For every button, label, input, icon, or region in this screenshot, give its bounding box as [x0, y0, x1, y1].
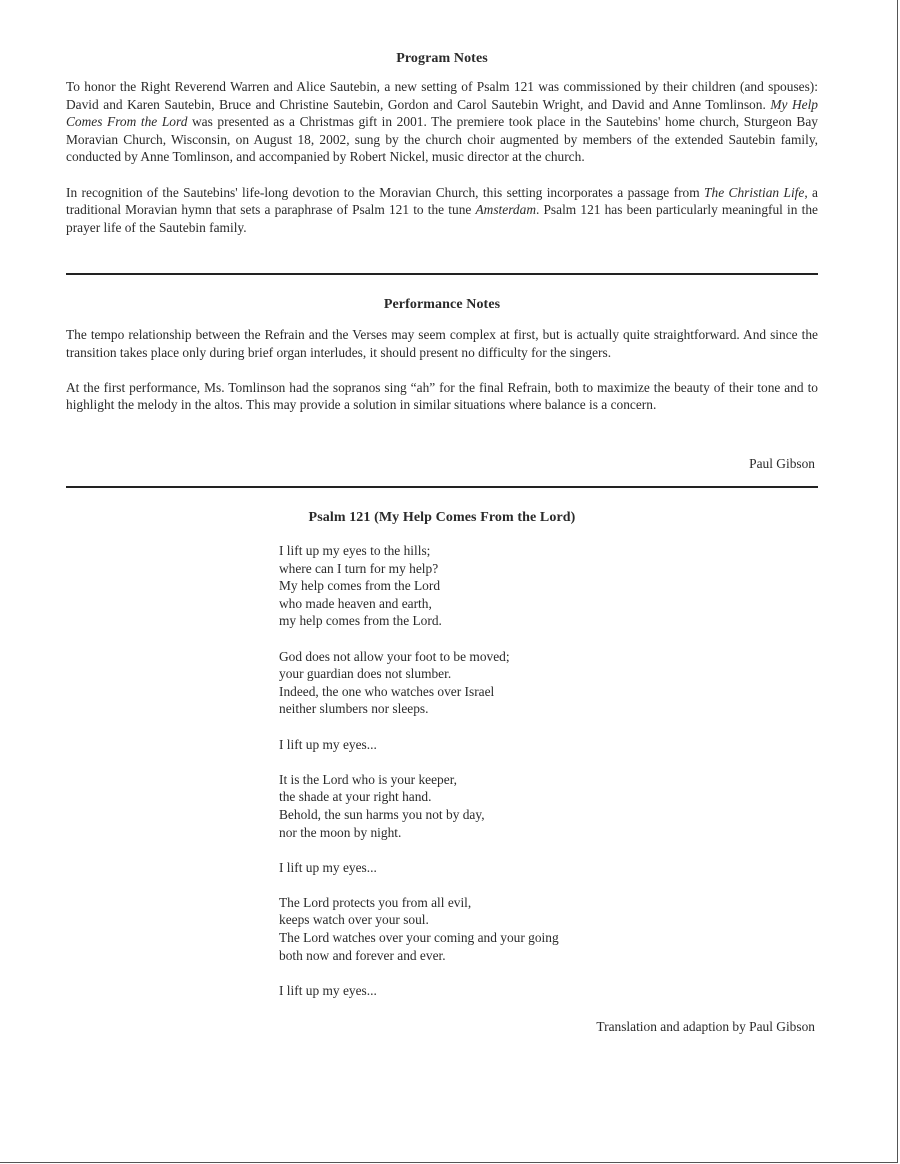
text-run: In recognition of the Sautebins' life-long devotion to the Moravian Church, this setting incorporates a passage from: [66, 184, 705, 200]
psalm-line: my help comes from the Lord.: [279, 613, 442, 629]
psalm-line: I lift up my eyes to the hills;: [279, 543, 431, 558]
psalm-line: God does not allow your foot to be moved;: [279, 648, 510, 664]
performance-notes-heading: Performance Notes: [383, 297, 501, 312]
text-run: was presented as a Christmas gift in 2001. The premiere took place in the Sautebins' home church, Sturgeon Bay Moravian Church, Wisconsin, on August 18, 2002, sung by the church choir augmented by members of the extended Sautebin family, conducted by Anne Tomlinson, and accompanied by Robert Nickel, music director at the church.: [66, 114, 818, 165]
psalm-stanza-2: [279, 648, 559, 718]
psalm-line: Indeed, the one who watches over Israel: [279, 683, 495, 699]
psalm-refrain-3: [279, 982, 559, 1000]
text-run: . Psalm 121 has been particularly meaningful in the prayer life of the Sautebin family.: [66, 202, 818, 235]
text-run: To honor the Right Reverend Warren and Alice Sautebin, a new setting of Psalm 121 was commissioned by their children (and spouses): David and Karen Sautebin, Bruce and Christine Sautebin, Gordon and Carol Sautebin Wright, and David and Anne Tomlinson.: [66, 79, 818, 112]
performance-notes-paragraph-1: The tempo relationship between the Refrain and the Verses may seem complex at first, but is actually quite straightforward. And since the transition takes place only during brief organ interludes, it should present no difficulty for the singers.: [66, 327, 818, 360]
psalm-line: who made heaven and earth,: [279, 595, 432, 611]
psalm-refrain-1: [279, 736, 559, 754]
italic-title: The Christian Life: [704, 184, 805, 200]
psalm-section: [66, 510, 818, 526]
psalm-line: the shade at your right hand.: [279, 789, 432, 805]
section-divider-2: [66, 486, 818, 488]
psalm-line: I lift up my eyes...: [279, 736, 377, 752]
psalm-line: It is the Lord who is your keeper,: [279, 771, 457, 787]
psalm-stanza-1: [279, 542, 559, 630]
program-notes-paragraph-2: [66, 184, 818, 237]
italic-title: My Help Comes From the Lord: [66, 96, 819, 130]
psalm-line: My help comes from the Lord: [279, 578, 441, 594]
psalm-line: where can I turn for my help?: [279, 560, 439, 576]
psalm-stanza-4: [279, 894, 559, 964]
performance-notes-section: [66, 297, 818, 414]
program-notes-paragraph-1: [66, 78, 818, 166]
program-notes-section: [66, 51, 818, 236]
psalm-title: Psalm 121 (My Help Comes From the Lord): [308, 510, 576, 525]
psalm-line: both now and forever and ever.: [279, 947, 446, 963]
italic-title: Amsterdam: [475, 202, 536, 218]
psalm-line: nor the moon by night.: [279, 824, 402, 840]
program-notes-heading: Program Notes: [396, 51, 488, 66]
psalm-line: The Lord protects you from all evil,: [279, 894, 472, 910]
psalm-line: your guardian does not slumber.: [279, 666, 452, 682]
performance-notes-signature: Paul Gibson: [749, 456, 815, 471]
psalm-refrain-2: [279, 859, 559, 877]
translation-credit: Translation and adaption by Paul Gibson: [596, 1019, 815, 1034]
psalm-line: I lift up my eyes...: [279, 859, 377, 875]
psalm-line: The Lord watches over your coming and your going: [279, 930, 559, 946]
text-run: , a traditional Moravian hymn that sets a paraphrase of Psalm 121 to the tune: [66, 184, 819, 218]
psalm-stanza-3: [279, 771, 559, 841]
performance-notes-paragraph-2: At the first performance, Ms. Tomlinson had the sopranos sing “ah” for the final Refrain, both to maximize the beauty of their tone and to highlight the melody in the altos. This may provide a solution in similar situations where balance is a concern.: [66, 379, 818, 413]
section-divider-1: [66, 273, 818, 275]
psalm-line: keeps watch over your soul.: [279, 912, 429, 928]
psalm-text: [279, 542, 559, 999]
psalm-line: neither slumbers nor sleeps.: [279, 701, 429, 717]
psalm-line: Behold, the sun harms you not by day,: [279, 806, 485, 822]
psalm-line: I lift up my eyes...: [279, 982, 377, 998]
